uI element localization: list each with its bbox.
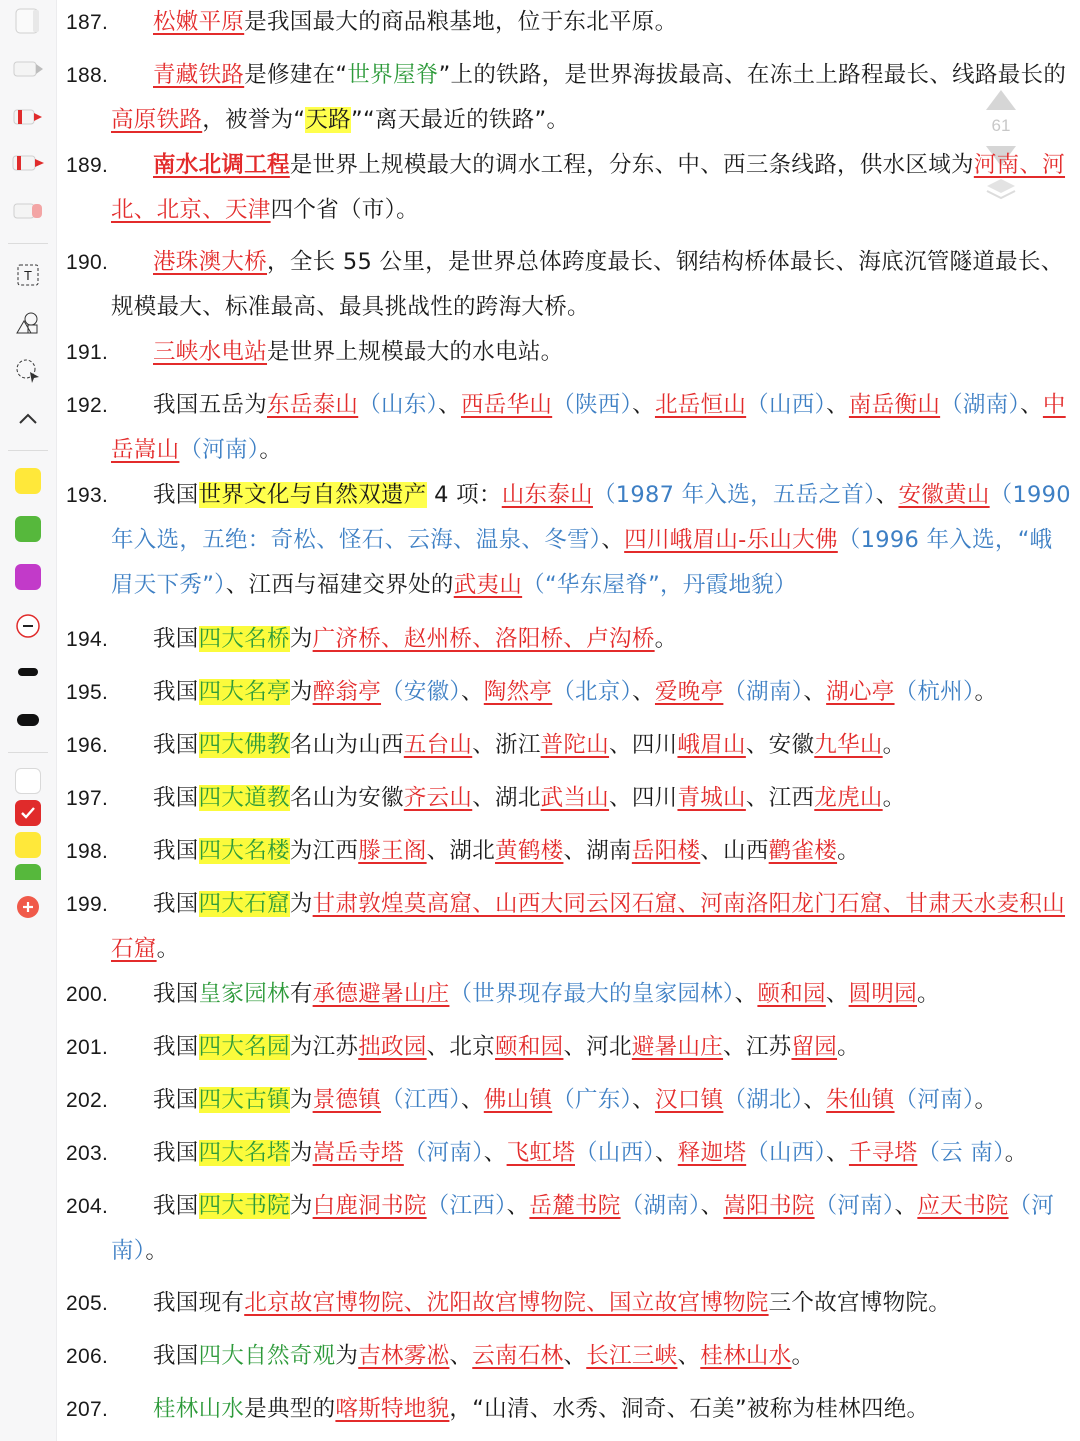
- body-text: 我国: [153, 1034, 199, 1060]
- entry-item: [66, 240, 1072, 330]
- body-text: 。: [974, 1087, 998, 1113]
- note-text: （北京）: [552, 679, 633, 705]
- entry-number: 200.: [66, 983, 109, 1006]
- key-term: 九华山: [814, 732, 883, 758]
- note-text: （1990 年入选，五绝：奇松、怪石、云海、温泉、冬雪）: [111, 482, 1071, 553]
- key-term: 景德镇: [312, 1087, 382, 1113]
- body-text: 、安徽: [745, 732, 815, 758]
- body-text: 、: [677, 1343, 701, 1369]
- entry-number: 187.: [66, 11, 109, 34]
- highlighter-red-icon[interactable]: [10, 102, 46, 132]
- entry-number: 196.: [66, 734, 109, 757]
- body-text: 、: [563, 1343, 587, 1369]
- key-term: 承德避暑山庄: [312, 981, 450, 1007]
- key-term: 普陀山: [540, 732, 610, 758]
- color-swatch-green-2[interactable]: [15, 864, 41, 880]
- body-text: 我国: [153, 785, 199, 811]
- body-text: 、山西: [700, 838, 769, 864]
- body-text: 。: [882, 785, 906, 811]
- body-text: 。: [917, 981, 940, 1007]
- entry-item: [66, 670, 1072, 715]
- body-text: 、: [601, 527, 625, 553]
- entry-item: [66, 829, 1072, 874]
- key-term: 高原铁路: [111, 107, 203, 133]
- note-text: （湖北）: [723, 1087, 804, 1113]
- body-text: 。: [837, 838, 860, 864]
- key-term: 东岳泰山: [267, 392, 359, 418]
- marker-red-icon[interactable]: [10, 148, 46, 178]
- entry-number: 193.: [66, 484, 109, 507]
- body-text: 、河北: [563, 1034, 632, 1060]
- stroke-width-thin[interactable]: [18, 668, 38, 676]
- key-term: 南岳衡山: [848, 392, 941, 418]
- note-text: （山东）: [358, 392, 439, 418]
- body-text: 。: [791, 1343, 815, 1369]
- key-term: 青藏铁路: [153, 62, 245, 88]
- body-text: 。: [974, 679, 998, 705]
- collapse-icon[interactable]: [10, 404, 46, 434]
- entry-number: 203.: [66, 1142, 109, 1165]
- note-text: （湖南）: [940, 392, 1021, 418]
- key-term: 汉口镇: [654, 1087, 724, 1113]
- body-text: ”“离天最近的铁路”。: [350, 107, 570, 133]
- key-term: 佛山镇: [483, 1087, 553, 1113]
- body-text: 名山为山西: [289, 732, 404, 758]
- key-term: 岳阳楼: [631, 838, 701, 864]
- body-text: 我国: [153, 838, 199, 864]
- body-text: 、湖北: [472, 785, 541, 811]
- body-text: 、: [449, 1343, 473, 1369]
- key-term: 四川峨眉山-乐山大佛: [624, 527, 838, 553]
- note-text: （湖南）: [620, 1193, 701, 1219]
- body-text: 、: [632, 1087, 655, 1113]
- entry-item: [66, 1334, 1072, 1379]
- body-text: 。: [654, 626, 678, 652]
- key-term: 武当山: [540, 785, 610, 811]
- body-text: ”上的铁路，是世界海拔最高、在冻土上路程最长、线路最长的: [438, 62, 1067, 88]
- color-swatch-red-selected[interactable]: [15, 800, 41, 826]
- note-text: （云 南）: [917, 1140, 1005, 1166]
- key-term: 颐和园: [495, 1034, 564, 1060]
- note-text: （1996 年入选，“峨眉天下秀”）: [111, 527, 1053, 598]
- note-text: （山西）: [746, 392, 827, 418]
- key-term: 长江三峡: [586, 1343, 678, 1369]
- color-swatch-white[interactable]: [15, 768, 41, 794]
- key-term: 广济桥、赵州桥、洛阳桥、卢沟桥: [312, 626, 655, 652]
- body-text: 、: [826, 392, 849, 418]
- highlighted-text: 世界文化与自然双遗产: [198, 482, 427, 508]
- body-text: 是世界上规模最大的调水工程，分东、中、西三条线路，供水区域为: [289, 152, 974, 178]
- color-swatch-yellow-2[interactable]: [15, 832, 41, 858]
- highlighted-text: 四大古镇: [198, 1087, 290, 1113]
- body-text: 、: [875, 482, 899, 508]
- key-term: 吉林雾凇: [358, 1343, 450, 1369]
- key-term: 青城山: [677, 785, 746, 811]
- entry-item: [66, 1387, 1072, 1432]
- body-text: 我国: [153, 1087, 199, 1113]
- key-term: 岳麓书院: [529, 1193, 621, 1219]
- key-term: 圆明园: [848, 981, 918, 1007]
- body-text: 、: [483, 1140, 507, 1166]
- entry-number: 202.: [66, 1089, 109, 1112]
- body-text: 我国: [153, 482, 199, 508]
- body-text: 、: [825, 981, 849, 1007]
- pencil-icon[interactable]: [10, 4, 46, 38]
- body-text: 、: [438, 392, 461, 418]
- note-text: （江西）: [381, 1087, 461, 1113]
- body-text: 、: [1020, 392, 1043, 418]
- color-swatch-purple[interactable]: [15, 564, 41, 590]
- entry-number: 195.: [66, 681, 109, 704]
- entry-number: 201.: [66, 1036, 109, 1059]
- note-text: （安徽）: [381, 679, 461, 705]
- body-text: 、江苏: [723, 1034, 792, 1060]
- note-text: （河南）: [814, 1193, 895, 1219]
- add-color-icon[interactable]: [10, 894, 46, 920]
- note-text: （陕西）: [552, 392, 633, 418]
- entry-item: [66, 1131, 1072, 1176]
- remove-color-icon[interactable]: [10, 612, 46, 640]
- eraser-icon[interactable]: [10, 196, 46, 226]
- entry-item: [66, 1281, 1072, 1326]
- body-text: 是世界上规模最大的水电站。: [267, 339, 564, 365]
- body-text: 、: [632, 392, 655, 418]
- note-text: （河南）: [403, 1140, 484, 1166]
- key-term: 河南、河北、北京、天津: [111, 152, 1066, 223]
- stroke-width-thick[interactable]: [17, 714, 39, 726]
- body-text: 、湖南: [563, 838, 632, 864]
- body-text: 为: [289, 679, 313, 705]
- key-term: 朱仙镇: [826, 1087, 895, 1113]
- note-text: （广东）: [552, 1087, 633, 1113]
- body-text: 、湖北: [426, 838, 496, 864]
- body-text: 为: [289, 891, 313, 917]
- svg-text:T: T: [24, 268, 32, 283]
- highlighted-text: 世界屋脊: [347, 62, 439, 88]
- body-text: 。: [837, 1034, 860, 1060]
- entry-number: 206.: [66, 1345, 109, 1368]
- entry-item: [66, 143, 1072, 233]
- highlighted-text: 四大名塔: [198, 1140, 290, 1166]
- body-text: 、: [460, 679, 484, 705]
- key-term: 滕王阁: [358, 838, 427, 864]
- body-text: 、: [894, 1193, 918, 1219]
- body-text: 、: [803, 679, 827, 705]
- body-text: 为: [289, 1193, 313, 1219]
- body-text: 、江西与福建交界处的: [225, 572, 454, 598]
- body-text: 是修建在“: [244, 62, 348, 88]
- body-text: 、: [460, 1087, 484, 1113]
- note-text: （江西）: [426, 1193, 507, 1219]
- entry-number: 197.: [66, 787, 109, 810]
- entry-number: 194.: [66, 628, 109, 651]
- entry-item: [66, 776, 1072, 821]
- entry-item: [66, 1184, 1072, 1274]
- key-term: 松嫩平原: [153, 9, 245, 35]
- body-text: 、: [632, 679, 655, 705]
- body-text: 为: [289, 626, 313, 652]
- body-text: 、: [826, 1140, 849, 1166]
- key-term: 桂林山水: [700, 1343, 792, 1369]
- key-term: 黄鹤楼: [495, 838, 564, 864]
- body-text: 我国五岳为: [153, 392, 268, 418]
- body-text: 为: [289, 1140, 313, 1166]
- note-text: （河南）: [179, 437, 260, 463]
- body-text: 。: [145, 1238, 169, 1264]
- body-text: 、: [654, 1140, 678, 1166]
- entry-item: [66, 53, 1072, 143]
- body-text: 名山为安徽: [289, 785, 404, 811]
- body-text: 、: [700, 1193, 724, 1219]
- key-term: 拙政园: [358, 1034, 427, 1060]
- body-text: 、: [506, 1193, 530, 1219]
- body-text: 是我国最大的商品粮基地，位于东北平原。: [244, 9, 678, 35]
- highlighted-text: 皇家园林: [198, 981, 290, 1007]
- note-text: （山西）: [575, 1140, 655, 1166]
- note-text: （河南）: [894, 1087, 975, 1113]
- highlighted-text: 四大名桥: [198, 626, 290, 652]
- key-term: 峨眉山: [677, 732, 746, 758]
- key-term: 港珠澳大桥: [153, 249, 268, 275]
- note-text: （河南）: [111, 1193, 1055, 1264]
- body-text: 、: [734, 981, 758, 1007]
- entry-item: [66, 723, 1072, 768]
- highlighted-text: 四大名亭: [198, 679, 290, 705]
- key-term: 飞虹塔: [506, 1140, 575, 1166]
- body-text: 、浙江: [472, 732, 541, 758]
- key-term: 五台山: [403, 732, 473, 758]
- body-text: 4 项：: [426, 482, 502, 508]
- lasso-icon[interactable]: [10, 356, 46, 386]
- entry-number: 204.: [66, 1195, 109, 1218]
- key-term: 山东泰山: [501, 482, 593, 508]
- note-text: （“华东屋脊”，丹霞地貌）: [522, 572, 797, 598]
- body-text: ，“山清、水秀、洞奇、石美”被称为桂林四绝。: [449, 1396, 930, 1422]
- key-term: 留园: [791, 1034, 838, 1060]
- body-text: 我国: [153, 1343, 199, 1369]
- text-tool-icon[interactable]: [10, 260, 46, 290]
- key-term: 鹳雀楼: [768, 838, 838, 864]
- key-term: 陶然亭: [483, 679, 553, 705]
- entry-item: [66, 972, 1072, 1017]
- fountain-pen-icon[interactable]: [10, 52, 46, 86]
- key-term: 嵩阳书院: [723, 1193, 815, 1219]
- note-text: （湖南）: [723, 679, 804, 705]
- key-term: 醉翁亭: [312, 679, 382, 705]
- body-text: 为: [289, 1087, 313, 1113]
- entry-number: 188.: [66, 64, 109, 87]
- key-term: 北京故宫博物院、沈阳故宫博物院、国立故宫博物院: [244, 1290, 769, 1316]
- note-text: （杭州）: [894, 679, 975, 705]
- key-term: 释迦塔: [677, 1140, 747, 1166]
- entry-number: 189.: [66, 154, 109, 177]
- highlighted-text: 四大名园: [198, 1034, 290, 1060]
- key-term: 湖心亭: [826, 679, 895, 705]
- key-term: 喀斯特地貌: [335, 1396, 450, 1422]
- annotation-toolbar: [0, 0, 57, 1441]
- highlighted-text: 四大石窟: [198, 891, 290, 917]
- body-text: 。: [259, 437, 283, 463]
- note-text: （世界现存最大的皇家园林）: [449, 981, 735, 1007]
- entry-item: [66, 882, 1072, 972]
- key-term: 甘肃敦煌莫高窟、山西大同云冈石窟、河南洛阳龙门石窟、甘肃天水麦积山石窟: [111, 891, 1066, 962]
- entry-number: 199.: [66, 893, 109, 916]
- body-text: 。: [156, 936, 180, 962]
- key-term: 应天书院: [917, 1193, 1009, 1219]
- highlighted-text: 四大名楼: [198, 838, 290, 864]
- highlighted-text: 四大自然奇观: [198, 1343, 336, 1369]
- entry-number: 207.: [66, 1398, 109, 1421]
- body-text: 四个省（市）。: [270, 197, 419, 223]
- key-term: 西岳华山: [460, 392, 553, 418]
- key-term: 爱晚亭: [654, 679, 724, 705]
- body-text: 、: [803, 1087, 827, 1113]
- key-term: 三峡水电站: [153, 339, 268, 365]
- entry-number: 191.: [66, 341, 109, 364]
- body-text: 我国: [153, 732, 199, 758]
- body-text: 为: [335, 1343, 359, 1369]
- body-text: 为江西: [289, 838, 359, 864]
- entry-item: [66, 1025, 1072, 1070]
- entry-number: 190.: [66, 251, 109, 274]
- body-text: 我国: [153, 679, 199, 705]
- body-text: 、江西: [745, 785, 815, 811]
- entry-number: 205.: [66, 1292, 109, 1315]
- key-term: 龙虎山: [814, 785, 883, 811]
- highlighted-text: 四大书院: [198, 1193, 290, 1219]
- key-term: 中岳嵩山: [111, 392, 1066, 463]
- key-term: 千寻塔: [848, 1140, 918, 1166]
- key-term: 北岳恒山: [654, 392, 747, 418]
- body-text: 、四川: [609, 785, 678, 811]
- note-text: （1987 年入选，五岳之首）: [592, 482, 876, 508]
- body-text: 。: [882, 732, 906, 758]
- body-text: 。: [1004, 1140, 1028, 1166]
- body-text: 是典型的: [244, 1396, 336, 1422]
- body-text: 、四川: [609, 732, 678, 758]
- entry-item: [66, 1078, 1072, 1123]
- entry-item: [66, 330, 1072, 375]
- page-number: 61: [991, 116, 1011, 135]
- entry-item: [66, 617, 1072, 662]
- entry-item: [66, 383, 1072, 473]
- body-text: 为江苏: [289, 1034, 359, 1060]
- body-text: 、北京: [426, 1034, 496, 1060]
- key-term: 避暑山庄: [631, 1034, 724, 1060]
- entry-item: [66, 0, 1072, 45]
- key-term: 嵩岳寺塔: [312, 1140, 404, 1166]
- entry-number: 198.: [66, 840, 109, 863]
- highlighted-text: 四大道教: [198, 785, 290, 811]
- color-swatch-yellow[interactable]: [15, 468, 41, 494]
- body-text: 我国: [153, 1193, 199, 1219]
- body-text: ，被誉为“: [202, 107, 306, 133]
- highlighted-text: 天路: [305, 107, 351, 133]
- highlighted-text: 桂林山水: [153, 1396, 245, 1422]
- key-term: 颐和园: [757, 981, 826, 1007]
- note-text: （山西）: [746, 1140, 827, 1166]
- color-swatch-green[interactable]: [15, 516, 41, 542]
- shapes-icon[interactable]: [10, 308, 46, 338]
- key-term: 齐云山: [403, 785, 473, 811]
- body-text: 三个故宫博物院。: [768, 1290, 952, 1316]
- body-text: 我国: [153, 981, 199, 1007]
- key-term: 南水北调工程: [153, 152, 290, 178]
- key-term: 安徽黄山: [898, 482, 990, 508]
- highlighted-text: 四大佛教: [198, 732, 290, 758]
- key-term: 武夷山: [453, 572, 523, 598]
- entry-item: [66, 473, 1072, 608]
- key-term: 白鹿洞书院: [312, 1193, 427, 1219]
- body-text: 我国: [153, 1140, 199, 1166]
- body-text: 我国: [153, 891, 199, 917]
- body-text: 我国: [153, 626, 199, 652]
- key-term: 云南石林: [472, 1343, 564, 1369]
- entry-number: 192.: [66, 394, 109, 417]
- body-text: 我国现有: [153, 1290, 245, 1316]
- body-text: ，全长 55 公里，是世界总体跨度最长、钢结构桥体最长、海底沉管隧道最长、规模最大、标准最高、最具挑战性的跨海大桥。: [111, 249, 1064, 320]
- body-text: 有: [289, 981, 313, 1007]
